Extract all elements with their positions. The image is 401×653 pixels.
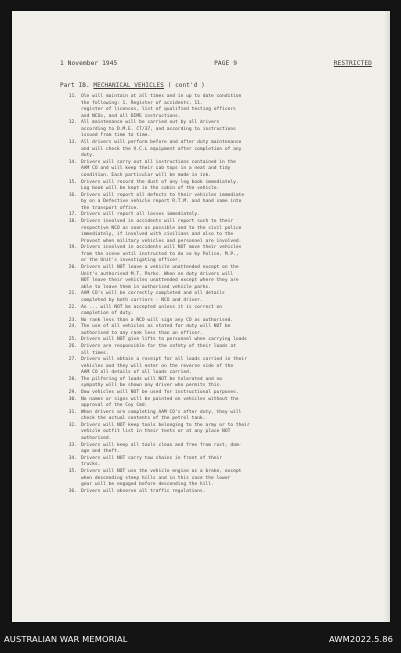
regulation-text: Drivers will report all defects to their vehicles immediate by on a Defective vehicle report R.T.M. and hand same into the transport office. (81, 192, 245, 211)
document-date: 1 November 1945 (60, 60, 118, 67)
regulation-item (60, 344, 376, 357)
document-header (60, 60, 372, 67)
regulation-number: 21. (68, 291, 77, 297)
regulation-item (60, 140, 376, 160)
regulation-item (60, 397, 376, 410)
regulation-item (60, 357, 376, 377)
regulation-text: Drivers involved in accidents will report such to their respective NCO as soon as possible and to the civil police immediately, if involved with civilians and also to the Provost when military vehicles and personnel are involved. (81, 218, 242, 244)
regulation-text: Drivers will NOT carry tow chains in front of their trucks. (81, 455, 223, 468)
regulation-item (60, 489, 376, 496)
regulation-text: All maintenance will be carried out by all drivers according to D.M.E. CT/37, and according to instructions issued from time to time. (81, 120, 236, 139)
regulation-list (60, 94, 376, 495)
regulation-number: 15. (68, 179, 77, 185)
regulation-item (60, 219, 376, 245)
regulation-item (60, 120, 376, 140)
regulation-item (60, 324, 376, 337)
regulation-number: 33. (68, 442, 77, 448)
regulation-text: Drivers are responsible for the safety of their loads at all times. (81, 343, 236, 356)
regulation-number: 11. (68, 94, 77, 99)
regulation-item (60, 423, 376, 443)
regulation-number: 20. (68, 265, 77, 271)
archive-name: AUSTRALIAN WAR MEMORIAL (4, 634, 128, 644)
regulation-item (60, 390, 376, 397)
archive-footer (0, 634, 401, 644)
part-prefix: Part IB. (60, 82, 90, 89)
regulation-number: 27. (68, 357, 77, 363)
regulation-text: All drivers will perform before and after duty maintenance and will check the V.C.L equipment after completion of any duty. (81, 140, 242, 159)
regulation-number: 17. (68, 212, 77, 218)
regulation-number: 32. (68, 422, 77, 428)
regulation-text: Drivers will obtain a receipt for all loads carried in their vehicles and they will enter on the reverse side of the AAM CO all details of all loads carried. (81, 357, 247, 376)
regulation-text: When drivers are completing AAM CO's after duty, they will check the actual contents of the petrol tank. (81, 409, 242, 422)
regulation-number: 26. (68, 343, 77, 349)
classification-label: RESTRICTED (333, 60, 372, 67)
regulation-number: 23. (68, 317, 77, 323)
regulation-number: 18. (68, 218, 77, 224)
part-title: MECHANICAL VEHICLES (93, 82, 164, 89)
regulation-number: 34. (68, 455, 77, 461)
regulation-item (60, 291, 376, 304)
regulation-item (60, 212, 376, 219)
regulation-text: No names or signs will be painted on vehicles without the approval of the Coy Cmd. (81, 396, 239, 409)
regulation-number: 29. (68, 390, 77, 396)
part-heading (60, 82, 205, 89)
regulation-number: 36. (68, 488, 77, 494)
regulation-number: 12. (68, 120, 77, 126)
regulation-text: No rank less than a NCO will sign any CO as authorised. (81, 317, 234, 323)
regulation-text: Dow vehicles will NOT be used for instructional purposes. (81, 390, 239, 396)
regulation-text: Drivers will keep all tools clean and free from rust, dam- age and theft. (81, 442, 242, 455)
regulation-text: Drivers will NOT leave a vehicle unattended except on the Unit's authorised M.T. Parks. When on duty drivers will NOT leave their vehicles unattended except where they are able to leave them in authorised vehicle parks. (81, 265, 239, 290)
regulation-number: 13. (68, 140, 77, 146)
regulation-number: 14. (68, 159, 77, 165)
regulation-number: 24. (68, 324, 77, 330)
regulation-number: 16. (68, 192, 77, 198)
regulation-text: Drivers will NOT use the vehicle engine as a brake, except when descending steep hills and in this case the lower gear will be engaged before descending the hill. (81, 468, 242, 488)
regulation-text: Drivers will carry out all instructions contained in the AAM CO and will keep their cab tops in a neat and tidy condition. Each particular will be made in ink. (81, 159, 236, 178)
regulation-text: Drivers involved in accidents will NOT move their vehicles from the scene until instructed to do so by Police, M.P., or the Unit's investigating officer. (81, 245, 242, 264)
regulation-text: Drivers will record the dust of any log book immediately. Log book will be kept in the cabin of the vehicle. (81, 179, 239, 192)
regulation-item (60, 160, 376, 180)
regulation-item (60, 443, 376, 456)
regulation-item (60, 245, 376, 265)
regulation-text: The use of all vehicles as stated for duty will NOT be authorised to any rank less than an officer. (81, 324, 231, 336)
regulation-number: 25. (68, 337, 77, 343)
regulation-text: Drivers will NOT keep tools belonging to the army or to their vehicle outfit list in their tents or at any place NOT authorised. (81, 422, 250, 442)
regulation-text: Drivers will report all losses immediately. (81, 212, 200, 218)
regulation-text: Drivers will NOT give lifts to personnel when carrying loads (81, 337, 247, 343)
regulation-text: AAM CO's will be correctly completed and all details completed by both carriers - NCO and driver. (81, 291, 225, 303)
regulation-text: Ole will maintain at all times and in up to date condition the following: 1. Register of accidents. 11. register of licences, list of qualified testing officers and NCOs, and all DIME instructions. (81, 94, 242, 119)
regulation-number: 28. (68, 376, 77, 382)
regulation-item (60, 456, 376, 469)
page-number: PAGE 9 (214, 60, 238, 67)
regulation-number: 22. (68, 304, 77, 310)
regulation-number: 30. (68, 396, 77, 402)
regulation-item (60, 305, 376, 318)
archive-reference: AWM2022.5.86 (328, 634, 393, 644)
regulation-item (60, 180, 376, 193)
regulation-number: 35. (68, 468, 77, 474)
paper-edge (384, 11, 390, 622)
regulation-item (60, 410, 376, 423)
regulation-item (60, 94, 376, 120)
regulation-number: 31. (68, 409, 77, 415)
regulation-number: 19. (68, 245, 77, 251)
regulation-item (60, 193, 376, 213)
regulation-item (60, 469, 376, 489)
regulation-text: Drivers will observe all traffic regulations. (81, 488, 206, 494)
regulation-item (60, 377, 376, 390)
part-suffix: ( cont'd ) (167, 82, 205, 89)
document-page (12, 11, 390, 622)
regulation-item (60, 265, 376, 291)
regulation-item (60, 337, 376, 344)
regulation-text: An ... will NOT be accepted unless it is correct on completion of duty. (81, 304, 223, 317)
regulation-text: The pilfering of loads will NOT be tolerated and no sympathy will be shown any driver who permits this. (81, 376, 223, 389)
